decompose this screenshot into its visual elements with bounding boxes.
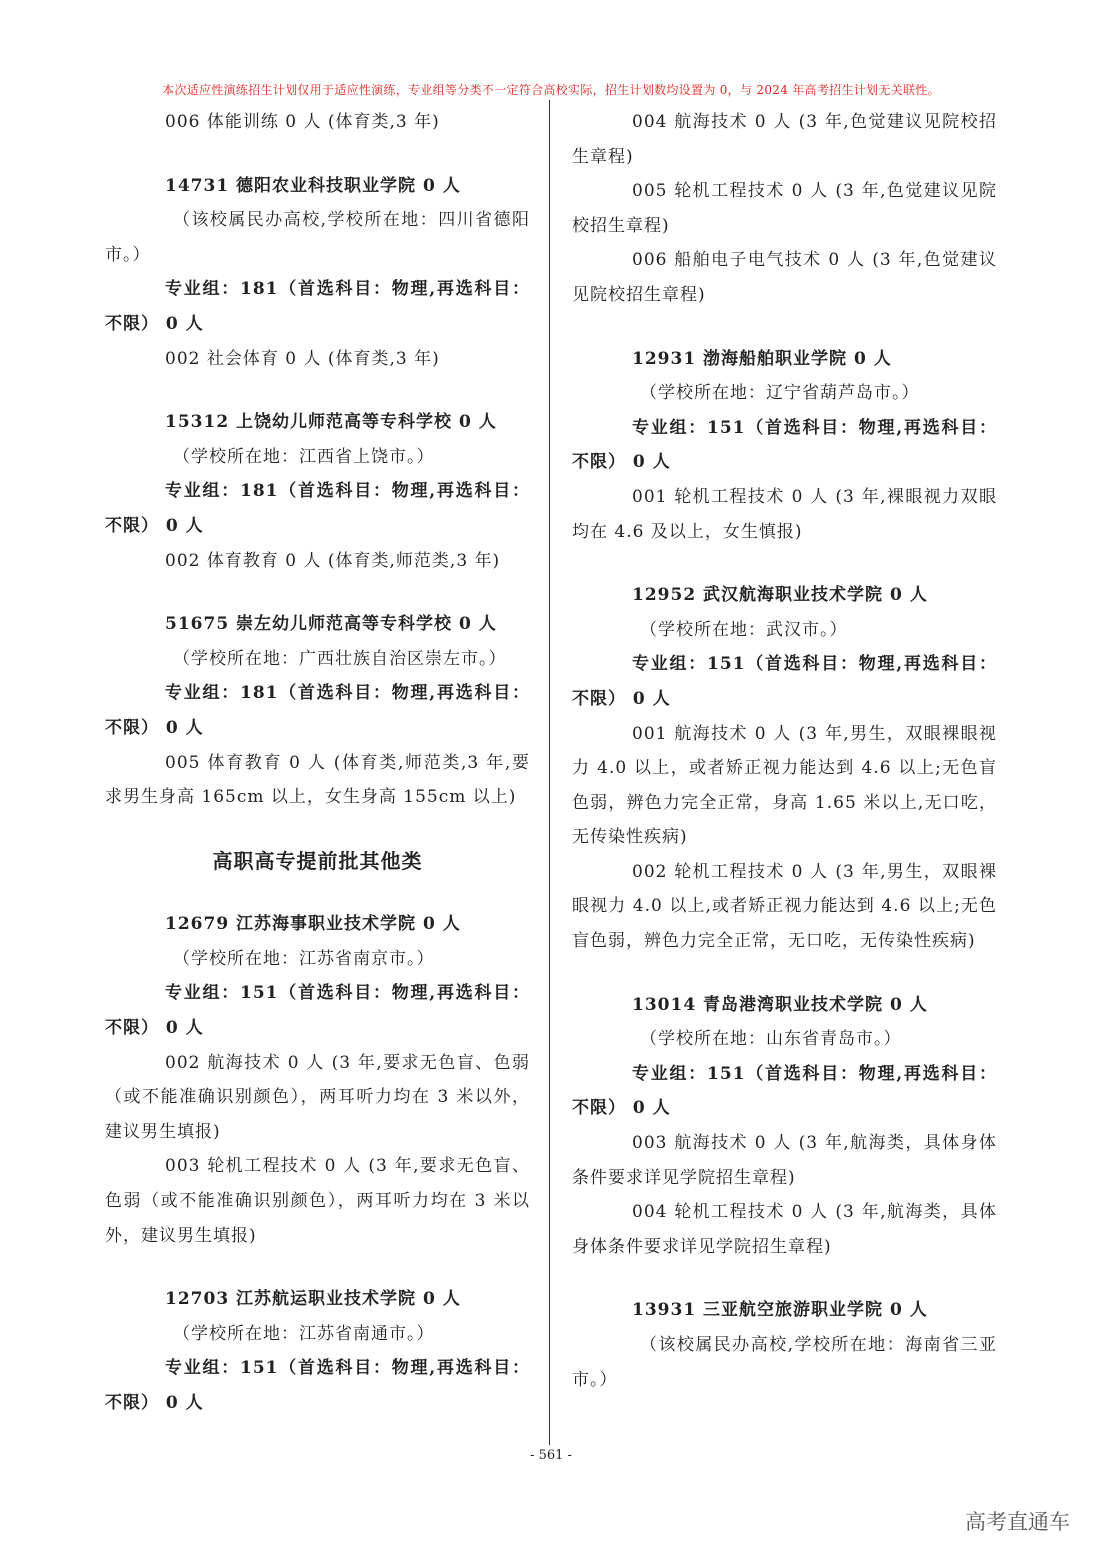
school-title: 15312 上饶幼儿师范高等专科学校 0 人 [165, 412, 497, 433]
major-entry: 003 轮机工程技术 0 人 (3 年,要求无色盲、色弱（或不能准确识别颜色），两耳听力均在 3 米以外，建议男生填报) [105, 1156, 530, 1246]
major-entry: 001 航海技术 0 人 (3 年,男生，双眼裸眼视力 4.0 以上，或者矫正视力能达到 4.6 以上;无色盲色弱，辨色力完全正常，身高 1.65 米以上,无口吃，无传染性疾病) [572, 723, 997, 848]
school-title: 12952 武汉航海职业技术学院 0 人 [632, 585, 928, 606]
major-entry: 004 轮机工程技术 0 人 (3 年,航海类，具体身体条件要求详见学院招生章程) [572, 1202, 997, 1257]
school-info: （学校所在地：江苏省南京市。） [173, 948, 435, 969]
major-entry: 002 社会体育 0 人 (体育类,3 年) [165, 348, 440, 369]
major-entry: 005 体育教育 0 人 (体育类,师范类,3 年,要求男生身高 165cm 以上，女生身高 155cm 以上) [105, 752, 530, 808]
major-group: 专业组：181（首选科目：物理,再选科目：不限） 0 人 [105, 279, 530, 334]
major-entry: 002 航海技术 0 人 (3 年,要求无色盲、色弱（或不能准确识别颜色），两耳听力均在 3 米以外，建议男生填报) [105, 1052, 530, 1142]
major-entry: 002 轮机工程技术 0 人 (3 年,男生，双眼裸眼视力 4.0 以上,或者矫正视力能达到 4.6 以上;无色盲色弱，辨色力完全正常，无口吃，无传染性疾病) [572, 861, 997, 952]
school-info: （学校所在地：山东省青岛市。） [640, 1029, 902, 1050]
brand-watermark: 高考直通车 [965, 1510, 1070, 1534]
column-divider [549, 100, 550, 1445]
school-title: 12703 江苏航运职业技术学院 0 人 [165, 1289, 461, 1310]
school-info: （该校属民办高校,学校所在地：四川省德阳市。） [105, 210, 530, 265]
major-group: 专业组：151（首选科目：物理,再选科目：不限） 0 人 [105, 983, 530, 1039]
school-title: 12679 江苏海事职业技术学院 0 人 [165, 914, 461, 935]
major-group: 专业组：151（首选科目：物理,再选科目：不限） 0 人 [572, 654, 997, 709]
major-entry: 006 体能训练 0 人 (体育类,3 年) [165, 112, 440, 132]
school-title: 13014 青岛港湾职业技术学院 0 人 [632, 994, 928, 1015]
major-entry: 004 航海技术 0 人 (3 年,色觉建议见院校招生章程) [572, 112, 997, 167]
school-info: （学校所在地：辽宁省葫芦岛市。） [640, 383, 920, 404]
school-title: 51675 崇左幼儿师范高等专科学校 0 人 [165, 614, 497, 635]
major-group: 专业组：151（首选科目：物理,再选科目：不限） 0 人 [572, 417, 997, 473]
major-group: 专业组：181（首选科目：物理,再选科目：不限） 0 人 [105, 481, 530, 536]
major-group: 专业组：181（首选科目：物理,再选科目：不限） 0 人 [105, 683, 530, 738]
right-column [572, 105, 997, 1397]
major-entry: 001 轮机工程技术 0 人 (3 年,裸眼视力双眼均在 4.6 及以上，女生慎报) [572, 486, 997, 542]
school-info: （学校所在地：江西省上饶市。） [173, 446, 435, 467]
major-entry: 003 航海技术 0 人 (3 年,航海类，具体身体条件要求详见学院招生章程) [572, 1133, 997, 1188]
page-number: - 561 - [530, 1448, 572, 1463]
left-column [105, 105, 530, 1421]
section-heading: 高职高专提前批其他类 [212, 848, 423, 873]
school-info: （学校所在地：武汉市。） [640, 619, 848, 640]
major-group: 专业组：151（首选科目：物理,再选科目：不限） 0 人 [105, 1358, 530, 1413]
school-info: （学校所在地：江苏省南通市。） [173, 1323, 435, 1344]
major-entry: 002 体育教育 0 人 (体育类,师范类,3 年) [165, 550, 501, 571]
school-title: 14731 德阳农业科技职业学院 0 人 [165, 175, 461, 196]
disclaimer-notice: 本次适应性演练招生计划仅用于适应性演练，专业组等分类不一定符合高校实际，招生计划数均设置为 0，与 2024 年高考招生计划无关联性。 [162, 83, 940, 97]
major-group: 专业组：151（首选科目：物理,再选科目：不限） 0 人 [572, 1063, 997, 1119]
school-info: （学校所在地：广西壮族自治区崇左市。） [173, 648, 507, 669]
major-entry: 006 船舶电子电气技术 0 人 (3 年,色觉建议见院校招生章程) [572, 250, 997, 305]
school-title: 12931 渤海船舶职业学院 0 人 [632, 348, 892, 369]
school-info: （该校属民办高校,学校所在地：海南省三亚市。） [572, 1335, 997, 1390]
major-entry: 005 轮机工程技术 0 人 (3 年,色觉建议见院校招生章程) [572, 181, 997, 236]
school-title: 13931 三亚航空旅游职业学院 0 人 [632, 1300, 928, 1321]
